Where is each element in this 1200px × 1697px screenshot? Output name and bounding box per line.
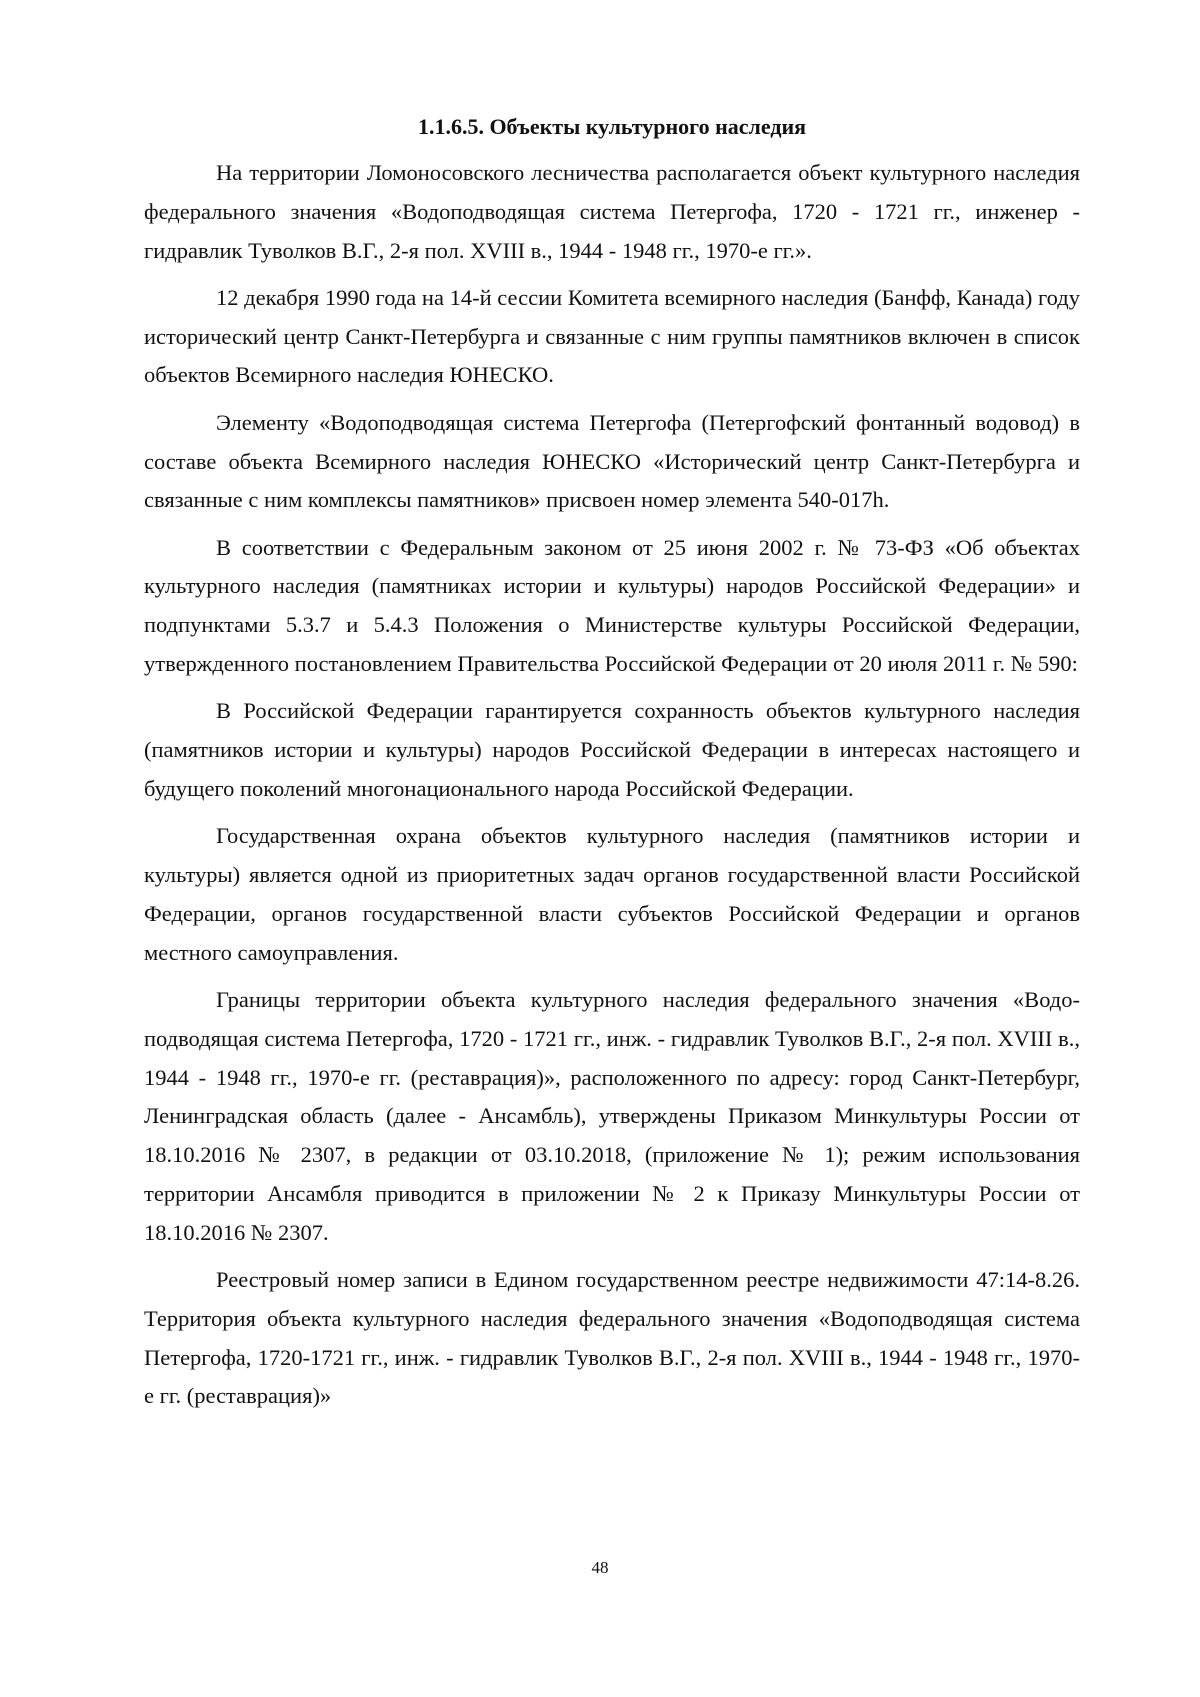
paragraph-lomonosov-forestry: На территории Ломоносовского лесничества располагается объект культурного наследия федерального значения «Водоподводящая система Петергофа, 1720 - 1721 гг., инженер - гидравлик Туволков В.Г., 2-я пол. XVIII в., 1944 - 1948 гг., 1970-е гг.». (144, 160, 1080, 263)
paragraph-territory-borders: Границы территории объекта культурного наследия федерального значения «Водоподводящая система Петергофа, 1720 - 1721 гг., инж. - гидравлик Туволков В.Г., 2-я пол. XVIII в., 1944 - 1948 гг., 1970-е гг. (реставрация)», расположенного по адресу: город Санкт-Петербург, Ленинградская область (далее - Ансамбль), утверждены Приказом Минкультуры России от 18.10.2016 № 2307, в редакции от 03.10.2018, (приложение № 1); режим использования территории Ансамбля приводится в приложении № 2 к Приказу Минкультуры России от 18.10.2016 № 2307. (144, 986, 1080, 1245)
paragraph-federal-law: В соответствии с Федеральным законом от 25 июня 2002 г. № 73-ФЗ «Об объектах культурного наследия (памятниках истории и культуры) народов Российской Федерации» и подпунктами 5.3.7 и 5.4.3 Положения о Министерстве культуры Российской Федерации, утвержденного постановлением Правительства Российской Федерации от 20 июля 2011 г. № 590: (144, 534, 1080, 677)
section-heading: 1.1.6.5. Объекты культурного наследия (417, 114, 807, 139)
paragraph-state-protection: Государственная охрана объектов культурного наследия (памятников истории и культуры) является одной из приоритетных задач органов государственной власти Российской Федерации, органов государственной власти субъектов Российской Федерации и органов местного самоуправления. (144, 823, 1080, 965)
paragraph-unesco-inclusion: 12 декабря 1990 года на 14-й сессии Комитета всемирного наследия (Банфф, Канада) году исторический центр Санкт-Петербурга и связанные с ним группы памятников включен в список объектов Всемирного наследия ЮНЕСКО. (144, 284, 1080, 388)
paragraph-registry-number: Реестровый номер записи в Едином государственном реестре недвижимости 47:14-8.26. Территория объекта культурного наследия федерального значения «Водоподводящая система Петергофа, 1720-1721 гг., инж. - гидравлик Туволков В.Г., 2-я пол. XVIII в., 1944 - 1948 гг., 1970-е гг. (реставрация)» (144, 1267, 1080, 1409)
page-number: 48 (591, 1558, 609, 1577)
document-page (144, 112, 1080, 1425)
paragraph-element-number: Элементу «Водоподводящая система Петергофа (Петергофский фонтанный водовод) в составе объекта Всемирного наследия ЮНЕСКО «Исторический центр Санкт-Петербурга и связанные с ним комплексы памятников» присвоен номер элемента 540-017h. (144, 409, 1080, 513)
paragraph-preservation-guarantee: В Российской Федерации гарантируется сохранность объектов культурного наследия (памятников истории и культуры) народов Российской Федерации в интересах настоящего и будущего поколений многонационального народа Российской Федерации. (144, 698, 1080, 801)
